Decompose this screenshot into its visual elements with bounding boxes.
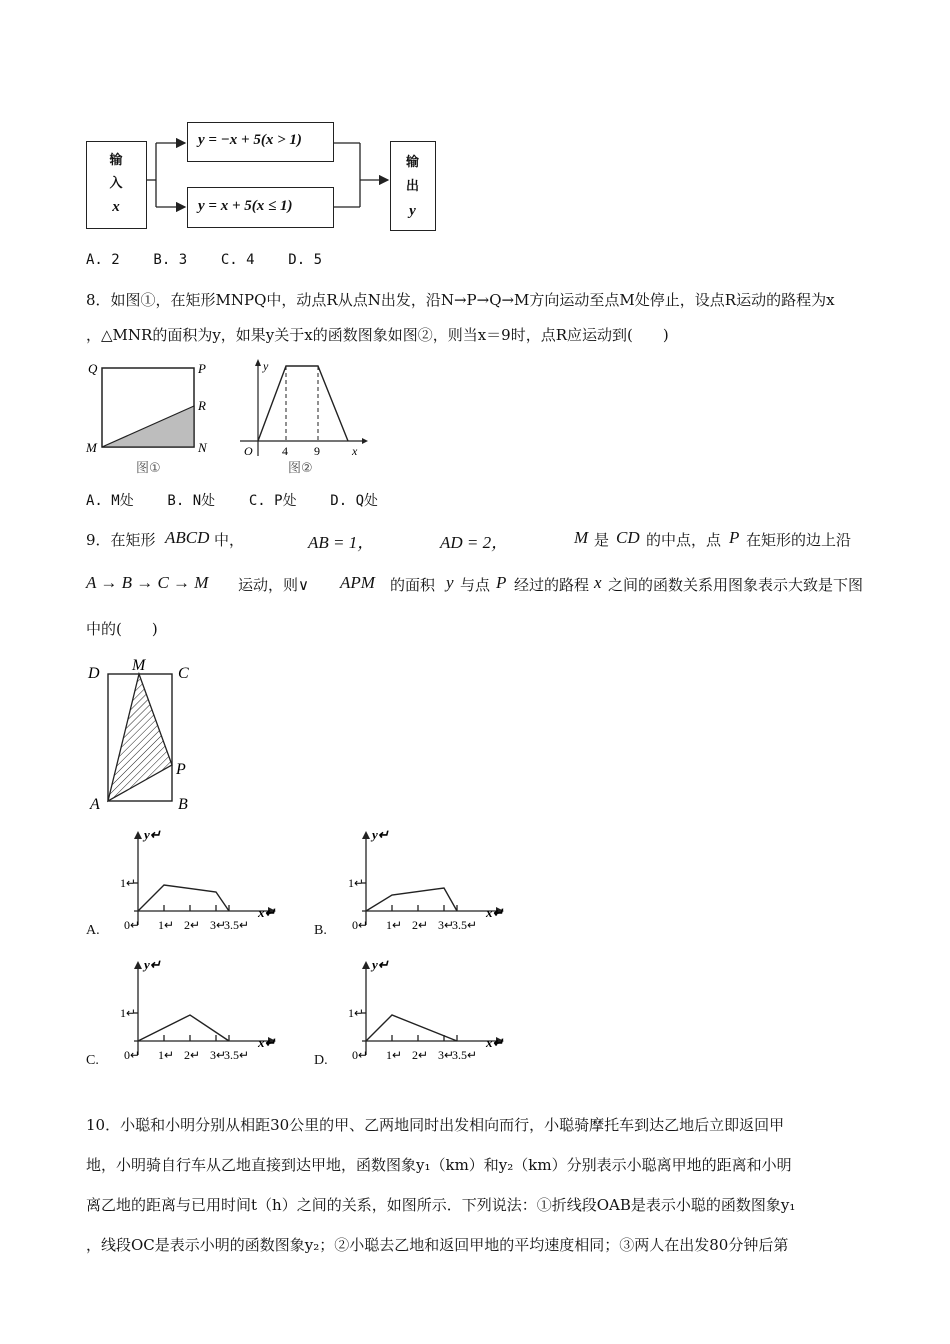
q8-line-2: ，△MNR的面积为y，如果y关于x的函数图象如图②，则当x＝9时，点R应运动到( ) [86,326,669,344]
q9-c-t3: 3↵ [210,1048,227,1062]
q9-graph-b [332,825,512,945]
q10-line-2: 地，小明骑自行车从乙地直接到达甲地，函数图象y₁（km）和y₂（km）分别表示小聪离甲地的距离和小明 [86,1156,792,1174]
q9-text-1c: 中， [214,531,245,549]
q9-d-zero: 0↵ [352,1048,369,1062]
q9-c-t2: 2↵ [184,1048,201,1062]
q9-b-t35: 3.5↵ [452,918,478,932]
q9-rect-b: B [178,796,188,813]
q9-d-one: 1↵ [348,1006,365,1020]
q8-figure-2 [232,356,372,481]
q8-fig2-y: y [263,359,269,373]
q8-fig2-tick-4: 4 [282,444,288,458]
q9-c-y: y↵ [144,957,161,972]
input-char-1: 输 [109,153,123,168]
q9-a-zero: 0↵ [124,918,141,932]
q9-d-y: y↵ [372,957,389,972]
input-char-3: x [112,199,120,215]
q9-graph-a [104,825,284,945]
q9-text-2f: 与点 [460,576,491,594]
q9-rect-a: A [90,796,100,813]
q9-rect-d: D [88,665,100,682]
q8-options: A. M处 B. N处 C. P处 D. Q处 [86,493,379,509]
output-char-2: 出 [405,179,419,194]
q9-graph-d [332,955,512,1075]
q9-text-2j: 之间的函数关系用图象表示大致是下图 [608,576,864,594]
q9-d-t2: 2↵ [412,1048,429,1062]
q9-line-2 [86,573,866,597]
q9-c-t1: 1↵ [158,1048,175,1062]
q9-option-b-letter: B. [314,923,327,938]
q9-b-t2: 2↵ [412,918,429,932]
q9-a-y: y↵ [144,827,161,842]
q9-option-b[interactable] [312,825,512,945]
q9-text-1b: ABCD [165,528,210,547]
q9-option-d[interactable] [312,955,512,1075]
q9-a-t3: 3↵ [210,918,227,932]
q9-a-x: x↵ [258,905,276,920]
q8-fig2-x: x [352,444,358,458]
q9-b-y: y↵ [372,827,389,842]
q9-b-x: x↵ [486,905,504,920]
input-char-2: 入 [109,176,123,191]
q8-fig2-origin: O [244,444,253,458]
q9-a-one: 1↵ [120,876,137,890]
q8-label-p: P [198,361,206,376]
q10-line-3: 离乙地的距离与已用时间t（h）之间的关系，如图所示．下列说法：①折线段OAB是表示小聪的函数图象y₁ [86,1196,796,1214]
q8-figure-2-caption: 图② [288,461,313,476]
q7-options: A. 2 B. 3 C. 4 D. 5 [86,252,323,268]
q9-b-zero: 0↵ [352,918,369,932]
q9-a-t1: 1↵ [158,918,175,932]
q9-text-1f: M [574,528,589,547]
q10-line-1: 10．小聪和小明分别从相距30公里的甲、乙两地同时出发相向而行，小聪骑摩托车到达乙地后立即返回甲 [86,1116,785,1134]
q9-rectangle-figure [82,652,202,817]
q8-figure-1-caption: 图① [136,461,161,476]
q9-text-1i: 的中点，点 [646,531,722,549]
q9-graph-c [104,955,284,1075]
flowchart-arrows [0,0,950,260]
q8-label-m: M [86,440,97,455]
q9-option-c[interactable] [84,955,284,1075]
formula-bottom: y = x + 5(x ≤ 1) [198,198,293,214]
q9-rect-c: C [178,665,189,682]
q9-text-1e: AD = 2， [440,533,509,552]
q9-a-t35: 3.5↵ [224,918,250,932]
q9-option-a-letter: A. [86,923,100,938]
q9-text-2d: 的面积 [390,576,436,594]
q9-option-d-letter: D. [314,1053,328,1068]
q9-text-2b: 运动，则∨ [238,576,309,594]
q9-text-1g: 是 [594,531,610,549]
q8-line-1: 8．如图①，在矩形MNPQ中，动点R从点N出发，沿N→P→Q→M方向运动至点M处停止，设点R运动的路程为x [86,291,835,309]
q9-rect-p: P [176,761,186,778]
q9-text-2i: x [594,573,602,592]
q9-d-x: x↵ [486,1035,504,1050]
q9-rect-m: M [132,657,146,674]
q9-text-2e: y [446,573,454,592]
q9-c-t35: 3.5↵ [224,1048,250,1062]
q9-c-x: x↵ [258,1035,276,1050]
output-char-3: y [409,203,416,219]
q9-line-1 [86,528,866,552]
q9-b-t3: 3↵ [438,918,455,932]
q8-label-n: N [198,440,207,455]
q9-a-t2: 2↵ [184,918,201,932]
q9-c-one: 1↵ [120,1006,137,1020]
q9-text-1d: AB = 1， [308,533,375,552]
formula-top: y = −x + 5(x > 1) [198,132,302,148]
q9-line-3: 中的( ) [86,620,158,638]
q9-d-t3: 3↵ [438,1048,455,1062]
q10-line-4: ，线段OC是表示小明的函数图象y₂；②小聪去乙地和返回甲地的平均速度相同；③两人在出发80分钟后第 [86,1236,789,1254]
q9-d-t1: 1↵ [386,1048,403,1062]
q9-d-t35: 3.5↵ [452,1048,478,1062]
q9-text-1k: 在矩形的边上沿 [746,531,852,549]
q8-label-q: Q [88,361,98,376]
output-char-1: 输 [405,155,419,170]
q9-text-1j: P [729,528,740,547]
q9-b-t1: 1↵ [386,918,403,932]
q9-text-1h: CD [616,528,640,547]
q9-text-2g: P [496,573,507,592]
q9-text-2a: A → B → C → M [86,573,209,592]
q8-fig2-tick-9: 9 [314,444,320,458]
q9-text-2h: 经过的路程 [514,576,590,594]
q9-option-c-letter: C. [86,1053,99,1068]
q9-c-zero: 0↵ [124,1048,141,1062]
q9-text-1a: 9．在矩形 [86,531,156,549]
q9-b-one: 1↵ [348,876,365,890]
q8-figure-1 [80,356,220,481]
q9-text-2c: APM [340,573,375,592]
q8-label-r: R [198,398,206,413]
q9-option-a[interactable] [84,825,284,945]
